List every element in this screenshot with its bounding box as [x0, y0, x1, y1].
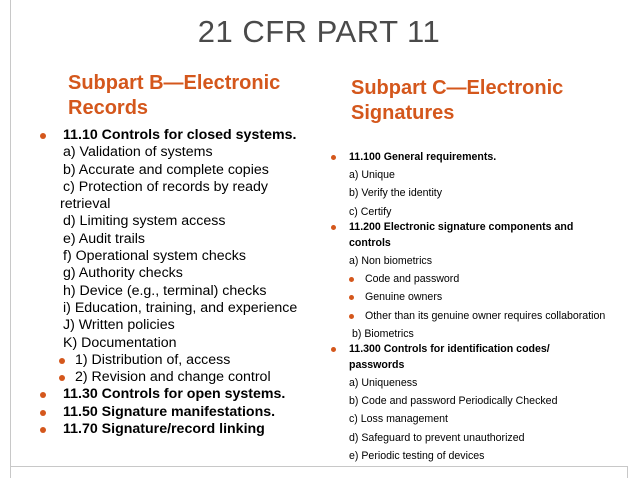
list-item-text: Other than its genuine owner requires collaboration — [365, 309, 606, 322]
section-bullet — [331, 343, 631, 356]
list-item-text: retrieval — [60, 196, 111, 213]
list-item-continuation — [40, 196, 310, 213]
subpart-c-heading — [351, 76, 563, 126]
subpart-b-list — [40, 127, 310, 438]
section-bullet — [40, 421, 310, 438]
bullet-dot-icon — [331, 155, 336, 160]
bullet-dot-icon — [349, 314, 354, 319]
frame-bottom-rule — [10, 466, 628, 467]
sub-bullet — [331, 307, 631, 325]
list-item-text: 11.100 General requirements. — [349, 151, 497, 163]
list-item-text: a) Unique — [349, 169, 395, 182]
list-item-text: 11.200 Electronic signature components and — [349, 220, 574, 233]
section-bullet — [40, 386, 310, 403]
subpart-c-heading-line2: Signatures — [351, 102, 455, 124]
subpart-c-list — [331, 148, 631, 465]
list-item — [40, 179, 310, 196]
list-item-text: a) Non biometrics — [349, 254, 433, 267]
bullet-dot-icon — [40, 410, 46, 416]
subpart-b-heading-line2: Records — [68, 97, 149, 119]
list-item-text: Genuine owners — [365, 291, 443, 304]
list-item — [331, 429, 631, 447]
list-item-text: K) Documentation — [63, 334, 177, 351]
list-item-continuation — [331, 234, 631, 252]
list-item-text: d) Limiting system access — [63, 213, 226, 230]
bullet-dot-icon — [59, 358, 65, 364]
bullet-dot-icon — [331, 347, 336, 352]
list-item-text: a) Validation of systems — [63, 144, 213, 161]
list-item-text: J) Written policies — [63, 317, 175, 334]
sub-bullet — [40, 369, 310, 386]
list-item-text: b) Biometrics — [352, 327, 414, 340]
list-item-text: c) Protection of records by ready — [63, 178, 269, 195]
list-item-text: b) Verify the identity — [349, 187, 443, 200]
list-item — [40, 317, 310, 334]
list-item — [331, 392, 631, 410]
list-item — [331, 447, 631, 465]
list-item — [40, 213, 310, 230]
list-item-text: g) Authority checks — [63, 265, 183, 282]
list-item-text: 11.50 Signature manifestations. — [63, 403, 276, 420]
list-item — [331, 184, 631, 202]
subpart-c-heading-line1: Subpart C—Electronic — [351, 77, 564, 99]
list-item-text: 2) Revision and change control — [75, 369, 271, 386]
sub-bullet — [331, 270, 631, 288]
frame-left-rule — [10, 0, 11, 478]
list-item-text: c) Certify — [349, 205, 392, 218]
list-item-text: i) Education, training, and experience — [63, 299, 298, 316]
sub-bullet — [40, 352, 310, 369]
list-item-text: 11.30 Controls for open systems. — [63, 386, 286, 403]
list-item-text: 11.70 Signature/record linking — [63, 421, 265, 438]
list-item — [40, 248, 310, 265]
slide-title: 21 CFR PART 11 — [197, 14, 441, 49]
list-item — [40, 144, 310, 161]
bullet-dot-icon — [40, 133, 46, 139]
section-bullet — [40, 404, 310, 421]
list-item — [331, 374, 631, 392]
list-item-text: controls — [349, 236, 391, 249]
list-item-text: e) Periodic testing of devices — [349, 449, 485, 462]
list-item — [40, 335, 310, 352]
sub-bullet — [331, 288, 631, 306]
section-bullet — [40, 127, 310, 144]
list-item-text: Code and password — [365, 273, 460, 286]
subpart-b-heading-line1: Subpart B—Electronic — [68, 72, 281, 94]
list-item-text: c) Loss management — [349, 413, 448, 426]
list-item — [40, 162, 310, 179]
list-item — [331, 252, 631, 270]
list-item — [331, 410, 631, 428]
list-item-text: a) Uniqueness — [349, 377, 418, 390]
section-bullet — [331, 148, 631, 166]
list-item — [40, 265, 310, 282]
subpart-b-heading — [68, 71, 280, 121]
list-item-text: b) Accurate and complete copies — [63, 161, 269, 178]
bullet-dot-icon — [331, 225, 336, 230]
list-item-text: 11.300 Controls for identification codes/ — [349, 342, 550, 355]
list-item — [40, 283, 310, 300]
list-item — [40, 300, 310, 317]
list-item-text: h) Device (e.g., terminal) checks — [63, 282, 267, 299]
list-item-text: f) Operational system checks — [63, 248, 246, 265]
list-item — [40, 231, 310, 248]
list-item-text: 1) Distribution of, access — [75, 351, 231, 368]
list-item — [331, 203, 631, 221]
frame-right-tick — [627, 466, 628, 478]
bullet-dot-icon — [40, 427, 46, 433]
list-item-continuation — [331, 356, 631, 374]
list-item — [331, 166, 631, 184]
list-item-text: d) Safeguard to prevent unauthorized — [349, 431, 525, 444]
section-bullet — [331, 221, 631, 234]
list-item-text: b) Code and password Periodically Checked — [349, 395, 558, 408]
list-item-text: e) Audit trails — [63, 230, 146, 247]
list-item-text: 11.10 Controls for closed systems. — [63, 127, 297, 143]
list-item — [331, 325, 631, 343]
list-item-text: passwords — [349, 358, 405, 371]
